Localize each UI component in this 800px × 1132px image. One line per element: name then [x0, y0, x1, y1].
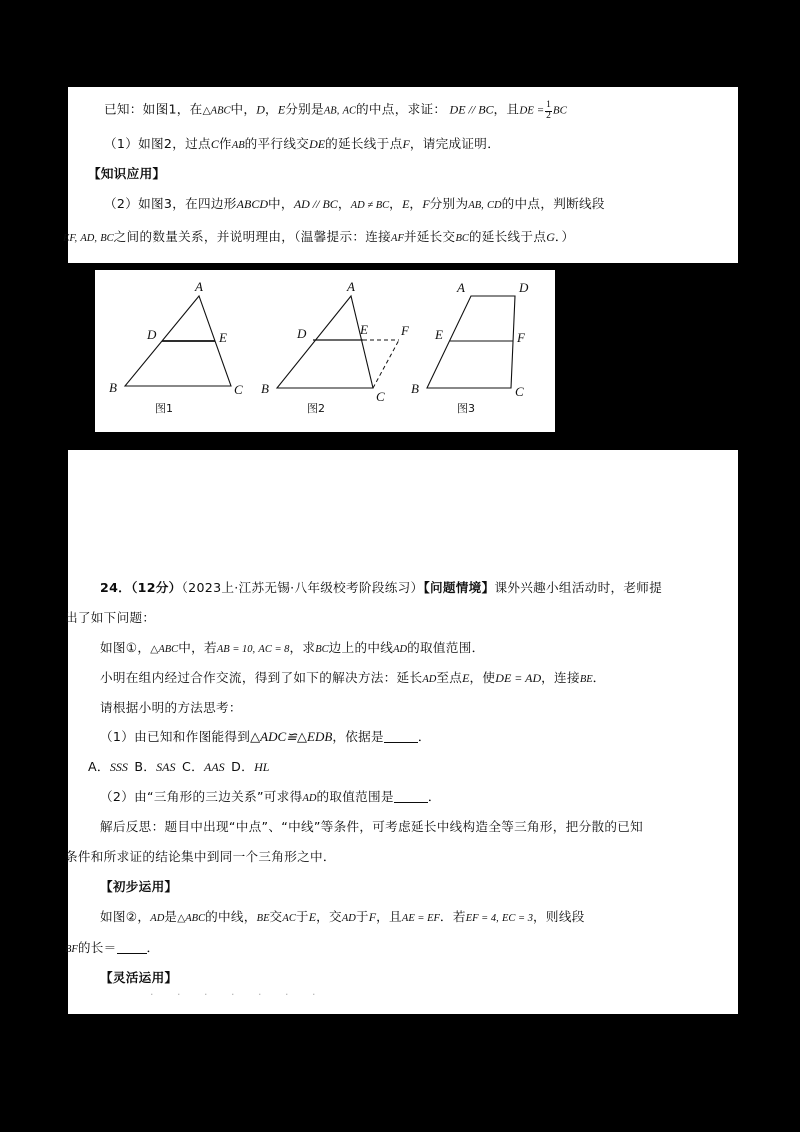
- math-ef: EF,: [63, 233, 78, 244]
- answer-blank-q2[interactable]: [394, 802, 428, 803]
- figure-3-label-A: A: [457, 280, 465, 295]
- math-bc-4: BC: [315, 644, 329, 655]
- text-fig2-mid5: 于: [355, 909, 369, 924]
- option-b-label[interactable]: B．: [134, 759, 157, 774]
- math-ad-5: AD: [150, 913, 165, 924]
- math-ab: AB,: [323, 105, 340, 117]
- math-ef-equals-4: EF = 4,: [465, 913, 499, 924]
- figure-2-caption: 图2: [307, 402, 325, 415]
- text-fig1-mid3: 边上的中线: [328, 640, 394, 655]
- text-mid2: 分别是: [285, 101, 324, 117]
- text-part2-sep3: ，: [409, 196, 423, 211]
- fraction-one-half: [545, 101, 552, 122]
- figure-2-label-A: A: [347, 279, 355, 294]
- text-xm-prefix: 小明在组内经过合作交流，得到了如下的解决方法：延长: [100, 670, 423, 685]
- heading-basic-application: 【初步运用】: [100, 879, 178, 894]
- math-bc-3: BC: [455, 233, 469, 244]
- text-sep1: ，: [264, 101, 278, 117]
- math-bc: BC: [552, 104, 567, 117]
- text-mid3: 的中点，求证：: [356, 101, 447, 117]
- math-ac-2: AC: [282, 913, 296, 924]
- text-line-bf: [65, 940, 159, 957]
- figure-3-label-F: F: [517, 330, 525, 345]
- figure-2: [255, 276, 415, 415]
- text-line-part2: [104, 196, 605, 213]
- figure-2-label-F: F: [401, 323, 409, 338]
- text-q1-mid1: ，依据是: [332, 729, 384, 744]
- math-f: F: [402, 137, 410, 151]
- question-24-header-cont: 出了如下问题：: [65, 610, 156, 625]
- math-f-3: F: [368, 910, 377, 924]
- text-fig2-mid4: 于: [295, 909, 309, 924]
- figure-2-label-C: C: [376, 389, 385, 404]
- figure-3-label-D: D: [519, 280, 529, 295]
- text-xm-post: ．: [592, 670, 606, 685]
- answer-blank-bf[interactable]: [117, 953, 147, 954]
- figure-2-label-B: B: [261, 381, 269, 396]
- text-fig2-mid2: 的中线，: [205, 909, 257, 924]
- text-part2-post: 的中点，判断线段: [501, 196, 605, 211]
- math-be: BE: [579, 674, 593, 685]
- text-line-xiaoming: [100, 670, 606, 687]
- text-xm-mid2: ，使: [469, 670, 496, 685]
- math-ab-equals-10: AB = 10,: [216, 644, 256, 655]
- math-triangle-abc-2: △ABC: [150, 644, 179, 655]
- text-fig1-mid1: 中，若: [178, 640, 217, 655]
- figure-2-label-E: E: [360, 322, 368, 337]
- option-a-value[interactable]: SSS: [109, 760, 128, 774]
- figure-1-svg: [103, 276, 253, 406]
- text-q1-prefix: （1）由已知和作图能得到: [100, 729, 251, 744]
- math-abcd: ABCD: [236, 197, 269, 211]
- math-ac-equals-8: AC = 8: [258, 644, 290, 655]
- text-fig1-post: 的取值范围．: [407, 640, 485, 655]
- text-line-part2-cont: [63, 229, 574, 246]
- figure-1-label-B: B: [109, 380, 117, 395]
- math-ad-4: AD: [302, 793, 317, 804]
- text-part1-post: ，请完成证明．: [409, 136, 501, 151]
- text-part1-mid2: 的平行线交: [244, 136, 310, 151]
- math-af: AF: [391, 233, 404, 244]
- fraction-denominator: 2: [546, 110, 551, 121]
- math-be-2: BE: [256, 913, 270, 924]
- math-triangle-abc-3: △ABC: [177, 913, 206, 924]
- text-xm-mid1: 至点: [436, 670, 463, 685]
- text-line-think: 请根据小明的方法思考：: [100, 700, 242, 715]
- text-line-reflection-1: 解后反思：题目中出现“中点”、“中线”等条件，可考虑延长中线构造全等三角形，把分散的已知: [100, 819, 644, 834]
- options-row: [88, 759, 269, 775]
- figure-3-label-E: E: [435, 327, 443, 342]
- question-source: （2023上·江苏无锡·八年级校考阶段练习）: [181, 580, 424, 595]
- math-congruent-triangles: △ADC≌△EDB: [250, 729, 333, 744]
- text-line-reflection-2: 条件和所求证的结论集中到同一个三角形之中．: [65, 849, 336, 864]
- question-text: 课外兴趣小组活动时，老师提: [494, 580, 663, 595]
- answer-blank-q1[interactable]: [384, 742, 418, 743]
- text-fig2-sep2: ，且: [376, 909, 402, 924]
- figure-1: [103, 276, 253, 415]
- math-ab-2: AB: [231, 140, 245, 151]
- math-triangle-abc: △ABC: [202, 105, 231, 117]
- text-line-given: [104, 101, 567, 122]
- text-part2-mid1: 中，: [268, 196, 294, 211]
- question-24-header: [100, 580, 662, 596]
- math-ad-2: AD: [393, 644, 408, 655]
- math-g: G: [546, 230, 555, 244]
- math-ad-3: AD: [422, 674, 437, 685]
- text-fig2-post: ，则线段: [533, 909, 585, 924]
- figure-3-caption: 图3: [457, 402, 475, 415]
- paper-block-bottom: [65, 450, 738, 1014]
- figure-2-label-D: D: [297, 326, 307, 341]
- math-de-equals: DE =: [519, 104, 545, 117]
- text-part2c-mid2: 并延长交: [403, 229, 456, 244]
- math-f-2: F: [422, 197, 430, 211]
- math-bc-2: BC: [100, 233, 114, 244]
- text-part1-prefix: （1）如图2，过点: [104, 136, 211, 151]
- figure-3-label-B: B: [411, 381, 419, 396]
- text-bf-post: ．: [146, 940, 160, 955]
- text-mid4: ，且: [493, 101, 520, 117]
- math-de: DE: [309, 137, 326, 151]
- text-part2c-end: ．）: [554, 229, 575, 244]
- text-line-q1: [100, 729, 431, 745]
- math-c: C: [210, 137, 219, 151]
- figure-3: [405, 276, 555, 415]
- text-line-part1: [104, 136, 500, 153]
- text-part1-mid3: 的延长线于点: [325, 136, 403, 151]
- math-ec-equals-3: EC = 3: [502, 913, 534, 924]
- math-de-equals-ad: DE = AD: [495, 671, 542, 685]
- text-q2-mid1: 的取值范围是: [316, 789, 394, 804]
- text-fig2-mid3: 交: [269, 909, 283, 924]
- fraction-numerator: 1: [546, 100, 551, 110]
- math-ae-equals-ef: AE = EF: [401, 913, 440, 924]
- option-c-value[interactable]: AAS: [204, 760, 225, 774]
- option-d-label[interactable]: D．: [231, 759, 255, 774]
- figure-3-label-C: C: [515, 384, 524, 399]
- math-ad-6: AD: [341, 913, 356, 924]
- text-line-figure1-problem: [100, 640, 485, 657]
- paper-block-figures: [95, 270, 555, 432]
- math-ad-parallel-bc: AD // BC: [293, 197, 338, 211]
- question-tag-scenario: 【问题情境】: [423, 580, 495, 595]
- option-b-value[interactable]: SAS: [156, 760, 176, 774]
- math-cd: CD: [487, 200, 502, 211]
- figure-1-label-A: A: [195, 279, 203, 294]
- text-line-figure2-problem: [100, 909, 585, 926]
- math-e-2: E: [402, 197, 410, 211]
- text-part2c-post: 的延长线于点: [468, 229, 547, 244]
- math-ab-3: AB,: [468, 200, 484, 211]
- option-d-value[interactable]: HL: [254, 760, 270, 774]
- text-part2-sep2: ，: [389, 196, 403, 211]
- text-part2-prefix: （2）如图3，在四边形: [104, 196, 237, 211]
- figure-1-label-E: E: [219, 330, 227, 345]
- text-q1-post: ．: [417, 729, 431, 744]
- math-ad: AD,: [80, 233, 97, 244]
- heading-knowledge-application: 【知识应用】: [88, 166, 166, 181]
- text-part1-mid1: 作: [218, 136, 232, 151]
- figure-2-svg: [255, 276, 415, 406]
- footer-faint-text: · · · · · · ·: [150, 988, 326, 1001]
- math-de-parallel-bc: DE // BC: [449, 102, 494, 117]
- text-q2-post: ．: [427, 789, 441, 804]
- text-fig1-prefix: 如图①，: [100, 640, 151, 655]
- option-a-label[interactable]: A．: [88, 759, 110, 774]
- text-bf-mid1: 的长＝: [77, 940, 117, 955]
- option-c-label[interactable]: C．: [182, 759, 204, 774]
- text-part2-mid2: 分别为: [429, 196, 469, 211]
- heading-flexible-application: 【灵活运用】: [100, 970, 178, 985]
- text-q2-prefix: （2）由“三角形的三边关系”可求得: [100, 789, 303, 804]
- text-xm-mid3: ，连接: [541, 670, 580, 685]
- math-e-4: E: [308, 910, 317, 924]
- math-ac: AC: [342, 105, 357, 117]
- question-number: 24．: [100, 580, 132, 595]
- figure-1-label-D: D: [147, 327, 157, 342]
- math-d: D: [256, 102, 265, 117]
- figure-1-caption: 图1: [155, 402, 173, 415]
- text-fig2-prefix: 如图②，: [100, 909, 151, 924]
- math-e: E: [277, 102, 286, 117]
- text-mid1: 中，: [230, 101, 257, 117]
- text-fig2-mid1: 是: [164, 909, 178, 924]
- math-e-3: E: [462, 671, 470, 685]
- question-score: （12分）: [131, 580, 182, 595]
- text-line-q2: [100, 789, 441, 806]
- text-fig2-sep1: ，交: [316, 909, 342, 924]
- figure-3-svg: [405, 276, 555, 406]
- text-given-prefix: 已知：如图1，在: [104, 101, 203, 117]
- text-part2c-mid1: 之间的数量关系，并说明理由，（温馨提示：连接: [113, 229, 392, 244]
- math-ad-neq-bc: AD ≠ BC: [350, 200, 390, 211]
- text-fig1-mid2: ，求: [289, 640, 316, 655]
- math-bf: BF: [65, 944, 78, 955]
- paper-block-top: [63, 87, 738, 263]
- figure-1-label-C: C: [234, 382, 243, 397]
- text-fig2-sep3: ．若: [439, 909, 466, 924]
- text-part2-sep1: ，: [337, 196, 351, 211]
